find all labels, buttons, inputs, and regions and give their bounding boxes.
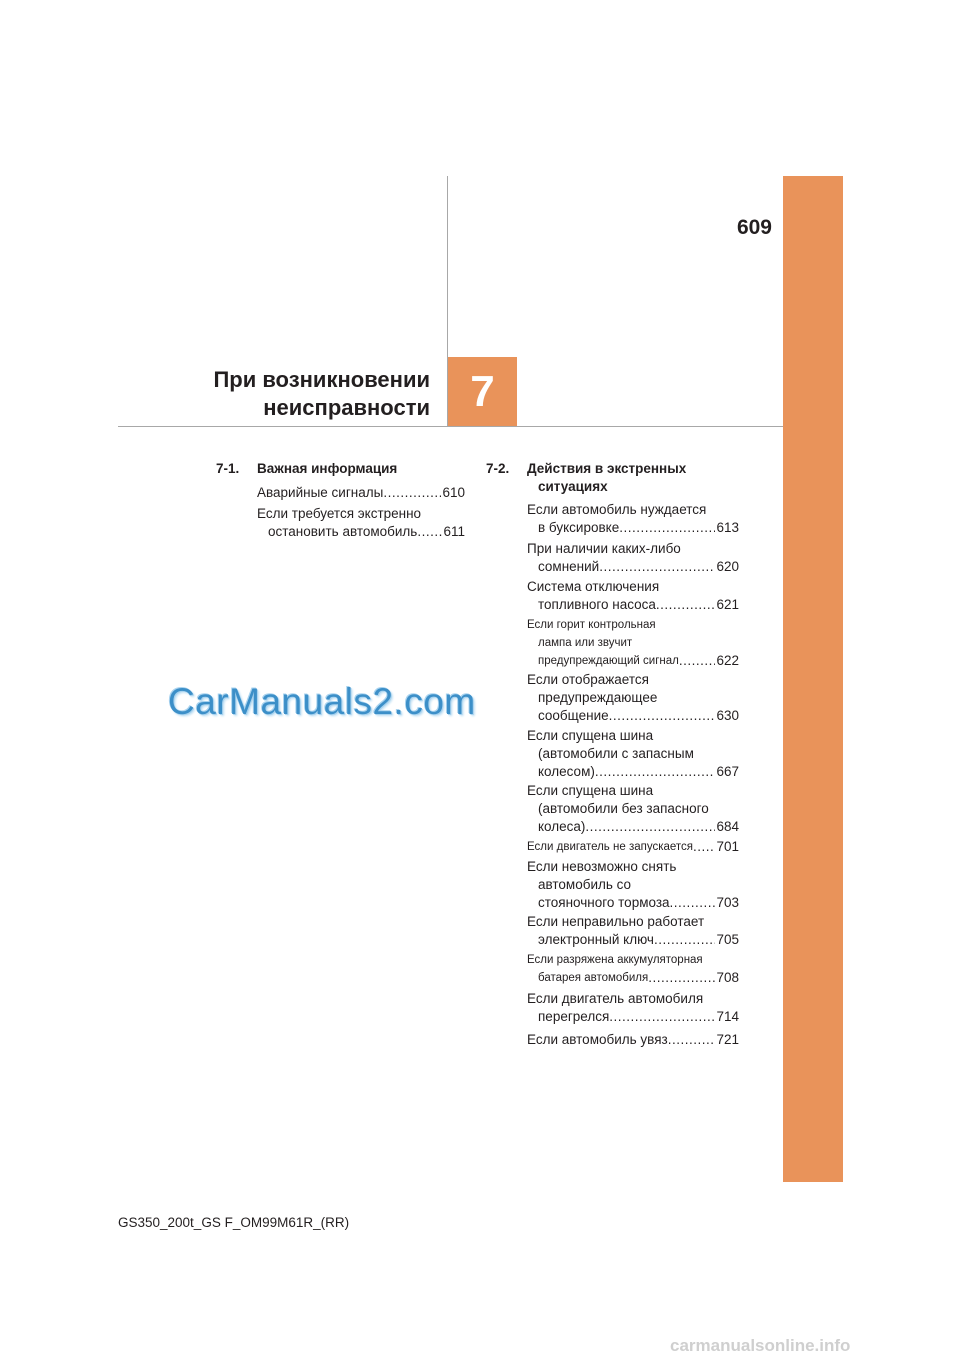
leader-dots [693, 838, 715, 856]
toc-entry-line: Если автомобиль нуждается [527, 502, 707, 517]
chapter-side-tab [783, 176, 843, 1182]
toc-entry-page: 714 [716, 1009, 739, 1024]
leader-dots [679, 652, 716, 670]
toc-entry-page: 613 [716, 520, 739, 535]
leader-dots [609, 707, 716, 725]
footer-document-code: GS350_200t_GS F_OM99M61R_(RR) [118, 1215, 350, 1230]
toc-entry-line: Если требуется экстренно [257, 506, 422, 521]
toc-entry-line: батарея автомобиля [538, 972, 649, 984]
toc-entry-line: Если автомобиль увяз [527, 1032, 668, 1047]
toc-entry-line: лампа или звучит [538, 637, 633, 649]
toc-entry[interactable] [257, 484, 465, 502]
leader-dots [654, 931, 716, 949]
toc-entry-line: предупреждающий сигнал [538, 655, 679, 667]
toc-entry-line: автомобиль со [538, 877, 632, 892]
toc-entry-page: 721 [716, 1032, 739, 1047]
section-number: 7-1. [216, 461, 240, 476]
section-title: Действия в экстренных [527, 461, 687, 476]
toc-entry-line: стояночного тормоза [538, 895, 670, 910]
toc-entry-page: 701 [716, 839, 739, 854]
leader-dots [585, 818, 715, 836]
toc-entry[interactable] [527, 782, 739, 836]
toc-entry-page: 703 [716, 895, 739, 910]
toc-entry[interactable] [257, 505, 465, 541]
toc-entry-line: предупреждающее [538, 690, 658, 705]
toc-entry[interactable] [527, 501, 739, 537]
toc-entry-line: Если двигатель не запускается [527, 841, 694, 853]
toc-entry[interactable] [527, 671, 739, 725]
chapter-title-line-1: При возникновении [213, 367, 430, 392]
toc-entry-line: остановить автомобиль [268, 524, 418, 539]
toc-entry-page: 620 [716, 559, 739, 574]
toc-entry-line: (автомобили с запасным [538, 746, 694, 761]
leader-dots [609, 1008, 715, 1026]
section-number: 7-2. [486, 461, 510, 476]
toc-entry-line: перегрелся [538, 1009, 610, 1024]
toc-entry[interactable] [527, 540, 739, 576]
toc-entry-line: Если спущена шина [527, 783, 654, 798]
toc-entry-line: Если горит контрольная [527, 619, 656, 631]
toc-entry-page: 611 [443, 524, 465, 539]
toc-entry[interactable] [527, 858, 739, 912]
site-watermark: carmanualsonline.info [670, 1336, 851, 1355]
toc-entry[interactable] [527, 913, 739, 949]
chapter-title-line-2: неисправности [263, 395, 430, 420]
section-title-cont: ситуациях [538, 479, 608, 494]
toc-entry-line: топливного насоса [538, 597, 656, 612]
toc-entry[interactable] [527, 990, 739, 1026]
toc-entry[interactable] [527, 578, 739, 614]
page-number: 609 [736, 216, 772, 239]
toc-entry-page: 667 [716, 764, 739, 779]
leader-dots [619, 519, 715, 537]
toc-entry-page: 621 [716, 597, 739, 612]
toc-entry-line: Система отключения [527, 579, 660, 594]
toc-entry-page: 684 [716, 819, 739, 834]
leader-dots [383, 484, 441, 502]
section-title: Важная информация [257, 461, 398, 476]
leader-dots [595, 763, 716, 781]
leader-dots [668, 1031, 716, 1049]
toc-entry-page: 705 [716, 932, 739, 947]
leader-dots [417, 523, 442, 541]
toc-entry-line: колесом) [538, 764, 595, 779]
leader-dots [599, 558, 715, 576]
toc-entry[interactable] [527, 616, 739, 670]
carmanuals-watermark: CarManuals2.com [168, 681, 476, 722]
toc-entry[interactable] [527, 838, 739, 856]
toc-entry-line: сообщение [538, 708, 609, 723]
toc-entry-line: колеса) [538, 819, 586, 834]
toc-entry[interactable] [527, 727, 739, 781]
toc-entry-page: 708 [716, 970, 739, 985]
toc-entry-page: 630 [716, 708, 739, 723]
toc-entry-line: Аварийные сигналы [257, 485, 384, 500]
toc-entry-line: сомнений [538, 559, 600, 574]
leader-dots [670, 894, 716, 912]
leader-dots [656, 596, 716, 614]
toc-entry-line: электронный ключ [538, 932, 654, 947]
toc-entry-line: Если спущена шина [527, 728, 654, 743]
toc-entry-line: Если двигатель автомобиля [527, 991, 704, 1006]
toc-entry-line: Если отображается [527, 672, 649, 687]
toc-entry[interactable] [527, 1031, 739, 1049]
toc-entry-line: При наличии каких-либо [527, 541, 681, 556]
toc-entry-line: Если разряжена аккумуляторная [527, 954, 703, 966]
chapter-title [180, 366, 430, 422]
toc-entry-page: 622 [716, 653, 739, 668]
toc-entry-page: 610 [442, 485, 465, 500]
header-divider-horizontal [118, 426, 783, 427]
toc-entry-line: в буксировке [538, 520, 620, 535]
toc-entry-line: (автомобили без запасного [538, 801, 709, 816]
toc-entry[interactable] [527, 951, 739, 987]
chapter-number-badge: 7 [448, 357, 517, 426]
leader-dots [648, 969, 715, 987]
toc-entry-line: Если невозможно снять [527, 859, 677, 874]
toc-entry-line: Если неправильно работает [527, 914, 705, 929]
